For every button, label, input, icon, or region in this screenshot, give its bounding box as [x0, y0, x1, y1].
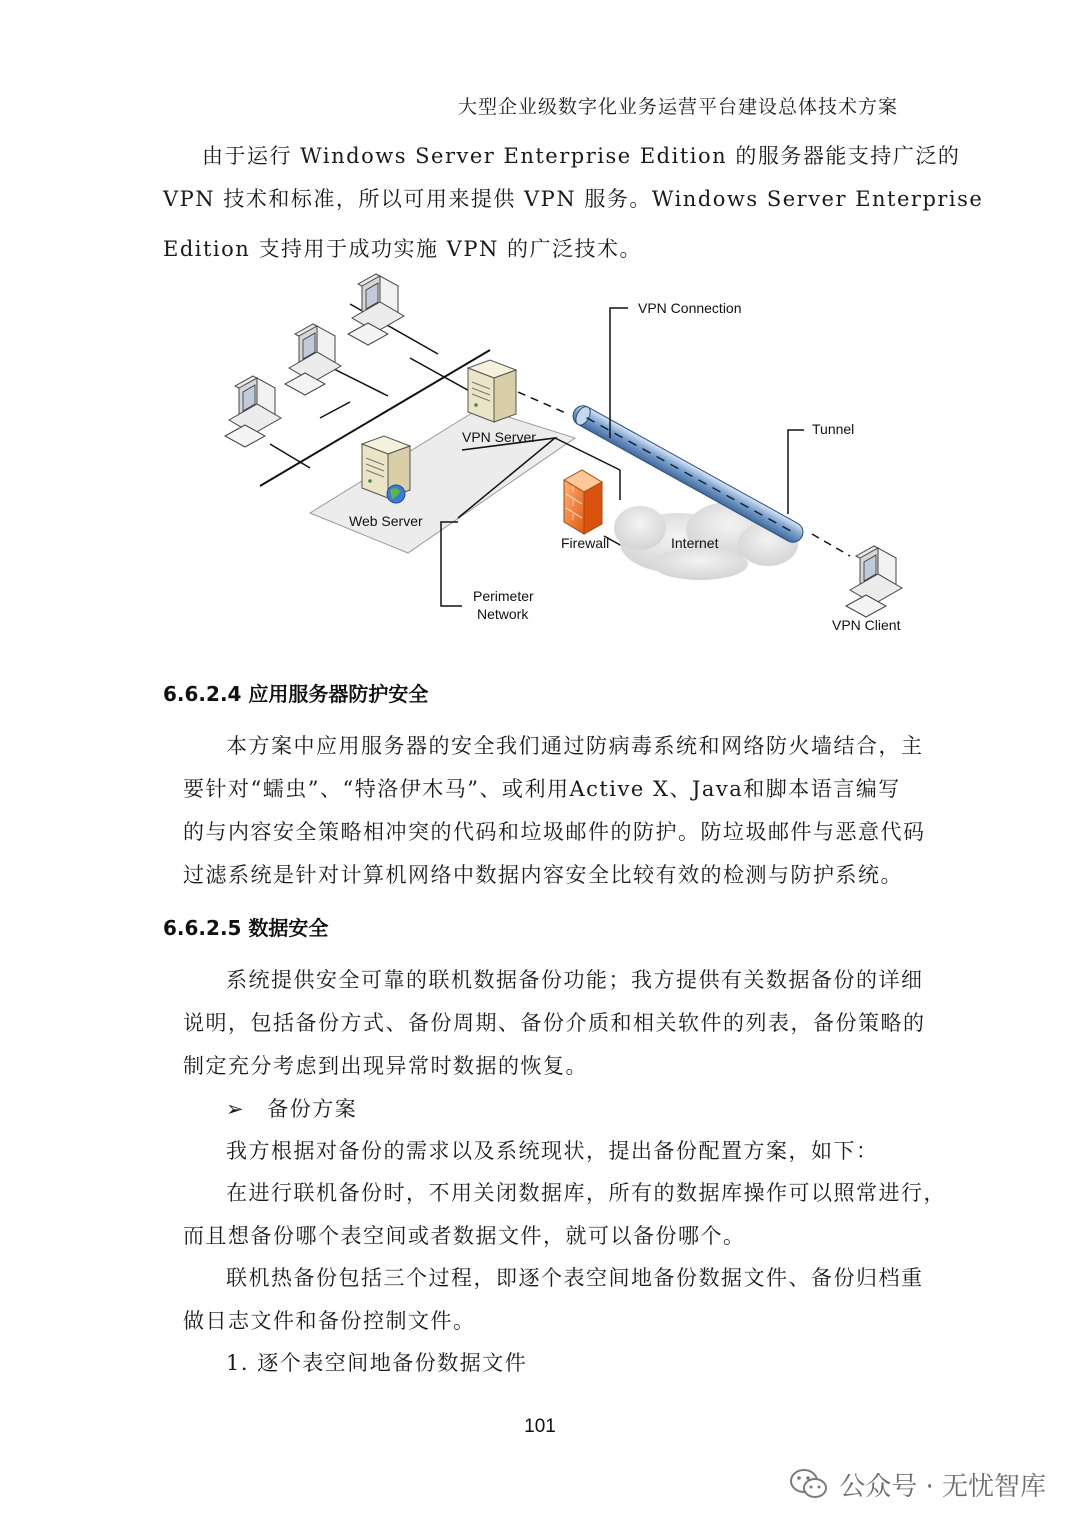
section2-line-9: 1. 逐个表空间地备份数据文件: [226, 1351, 528, 1375]
label-tunnel: Tunnel: [812, 421, 855, 437]
section-heading-6-6-2-4: 6.6.2.4 应用服务器防护安全: [163, 682, 429, 706]
workstation-computer-3: [348, 274, 404, 345]
label-internet: Internet: [671, 535, 719, 551]
label-vpn-server: VPN Server: [462, 429, 536, 445]
label-network: Network: [477, 606, 529, 622]
section2-line-6: 而且想备份哪个表空间或者数据文件，就可以备份哪个。: [183, 1224, 746, 1248]
section1-line-4: 过滤系统是针对计算机网络中数据内容安全比较有效的检测与防护系统。: [183, 863, 903, 887]
section2-line-4: 我方根据对备份的需求以及系统现状，提出备份配置方案，如下：: [226, 1139, 879, 1163]
page-number: 101: [524, 1416, 556, 1437]
section-heading-6-6-2-5: 6.6.2.5 数据安全: [163, 916, 329, 940]
section1-line-1: 本方案中应用服务器的安全我们通过防病毒系统和网络防火墙结合，主: [226, 734, 924, 758]
bullet-text: 备份方案: [267, 1097, 358, 1121]
workstation-computer-1: [225, 376, 281, 447]
watermark: [789, 1462, 1046, 1506]
firewall-icon: [564, 470, 602, 534]
section1-line-2: 要针对“蠕虫”、“特洛伊木马”、或利用Active X、Java和脚本语言编写: [183, 777, 901, 801]
wechat-icon: [789, 1467, 829, 1501]
vpn-network-diagram: [200, 268, 940, 648]
label-vpn-connection: VPN Connection: [638, 300, 742, 316]
vpn-server-icon: [468, 360, 516, 422]
intro-line-1: 由于运行 Windows Server Enterprise Edition 的服务器能支持广泛的: [202, 144, 961, 168]
intro-line-3: Edition 支持用于成功实施 VPN 的广泛技术。: [163, 237, 643, 261]
section2-line-3: 制定充分考虑到出现异常时数据的恢复。: [183, 1054, 588, 1078]
section2-line-2: 说明，包括备份方式、备份周期、备份介质和相关软件的列表，备份策略的: [183, 1011, 926, 1035]
watermark-text: 公众号 · 无忧智库: [839, 1471, 1046, 1502]
vpn-client-computer: [846, 546, 902, 617]
section2-line-8: 做日志文件和备份控制文件。: [183, 1309, 476, 1333]
section1-line-3: 的与内容安全策略相冲突的代码和垃圾邮件的防护。防垃圾邮件与恶意代码: [183, 820, 926, 844]
section2-line-7: 联机热备份包括三个过程，即逐个表空间地备份数据文件、备份归档重: [226, 1266, 924, 1290]
bullet-arrow-icon: ➢: [226, 1097, 246, 1121]
label-vpn-client: VPN Client: [832, 617, 901, 633]
workstation-computer-2: [285, 324, 341, 395]
bullet-backup-plan: [226, 1093, 357, 1123]
section2-line-1: 系统提供安全可靠的联机数据备份功能；我方提供有关数据备份的详细: [226, 968, 924, 992]
label-web-server: Web Server: [349, 513, 423, 529]
intro-line-2: VPN 技术和标准，所以可用来提供 VPN 服务。Windows Server Enterprise: [163, 187, 984, 211]
label-perimeter: Perimeter: [473, 588, 534, 604]
section2-line-5: 在进行联机备份时，不用关闭数据库，所有的数据库操作可以照常进行，: [226, 1181, 946, 1205]
label-firewall: Firewall: [561, 535, 610, 551]
running-header: 大型企业级数字化业务运营平台建设总体技术方案: [457, 96, 898, 118]
